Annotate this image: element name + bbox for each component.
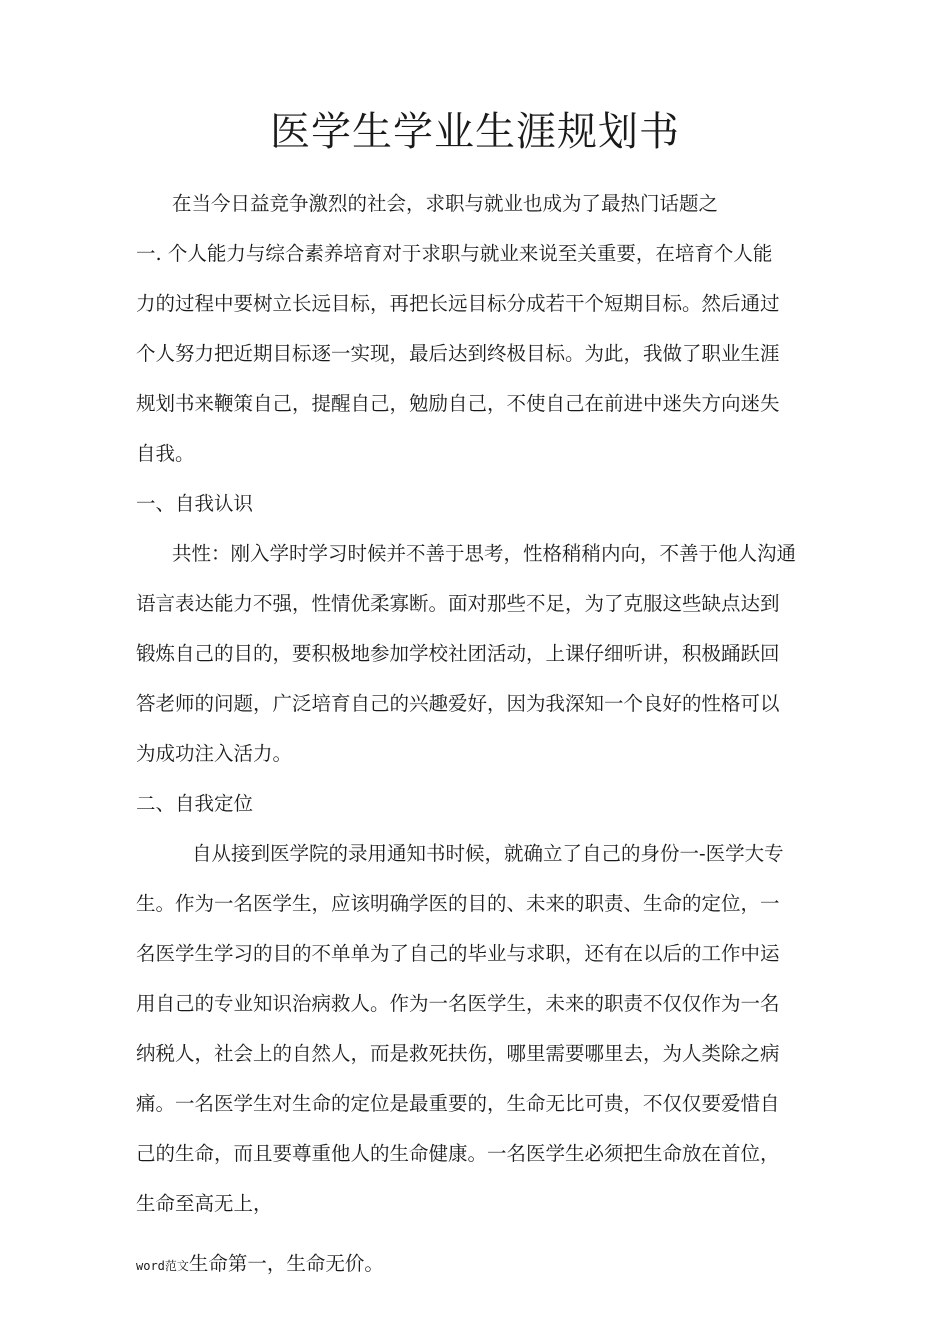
body-line: 纳税人，社会上的自然人，而是救死扶伤，哪里需要哪里去，为人类除之病 — [136, 1042, 780, 1065]
footer-line — [136, 1250, 384, 1280]
page-title: 医学生学业生涯规划书 — [270, 109, 680, 155]
body-line: 己的生命，而且要尊重他人的生命健康。一名医学生必须把生命放在首位， — [136, 1142, 780, 1165]
body-line: 锻炼自己的目的，要积极地参加学校社团活动，上课仔细听讲，积极踊跃回 — [136, 642, 780, 665]
body-line: 个人努力把近期目标逐一实现，最后达到终极目标。为此，我做了职业生涯 — [136, 342, 780, 365]
footer-text: 生命第一，生命无价。 — [188, 1252, 384, 1275]
body-line: 为成功注入活力。 — [136, 742, 293, 765]
body-line: 自从接到医学院的录用通知书时候，就确立了自己的身份一-医学大专 — [192, 842, 784, 865]
body-line: 在当今日益竞争激烈的社会，求职与就业也成为了最热门话题之 — [172, 192, 719, 215]
footer-label: word范文 — [136, 1259, 189, 1273]
body-line: 自我。 — [136, 442, 195, 465]
section-heading: 二、自我定位 — [136, 792, 254, 815]
body-line: 痛。一名医学生对生命的定位是最重要的，生命无比可贵，不仅仅要爱惜自 — [136, 1092, 780, 1115]
body-line: 答老师的问题，广泛培育自己的兴趣爱好，因为我深知一个良好的性格可以 — [136, 692, 780, 715]
body-line: 规划书来鞭策自己，提醒自己，勉励自己，不使自己在前进中迷失方向迷失 — [136, 392, 780, 415]
body-line: 力的过程中要树立长远目标，再把长远目标分成若干个短期目标。然后通过 — [136, 292, 780, 315]
section-heading: 一、自我认识 — [136, 492, 254, 515]
body-line: 一. 个人能力与综合素养培育对于求职与就业来说至关重要，在培育个人能 — [136, 242, 773, 265]
body-line: 名医学生学习的目的不单单为了自己的毕业与求职，还有在以后的工作中运 — [136, 942, 780, 965]
body-line: 生命至高无上， — [136, 1192, 273, 1215]
body-line: 用自己的专业知识治病救人。作为一名医学生，未来的职责不仅仅作为一名 — [136, 992, 780, 1015]
body-line: 语言表达能力不强，性情优柔寡断。面对那些不足，为了克服这些缺点达到 — [136, 592, 780, 615]
body-line: 共性：刚入学时学习时候并不善于思考，性格稍稍内向，不善于他人沟通 — [172, 542, 797, 565]
body-line: 生。作为一名医学生，应该明确学医的目的、未来的职责、生命的定位，一 — [136, 892, 780, 915]
